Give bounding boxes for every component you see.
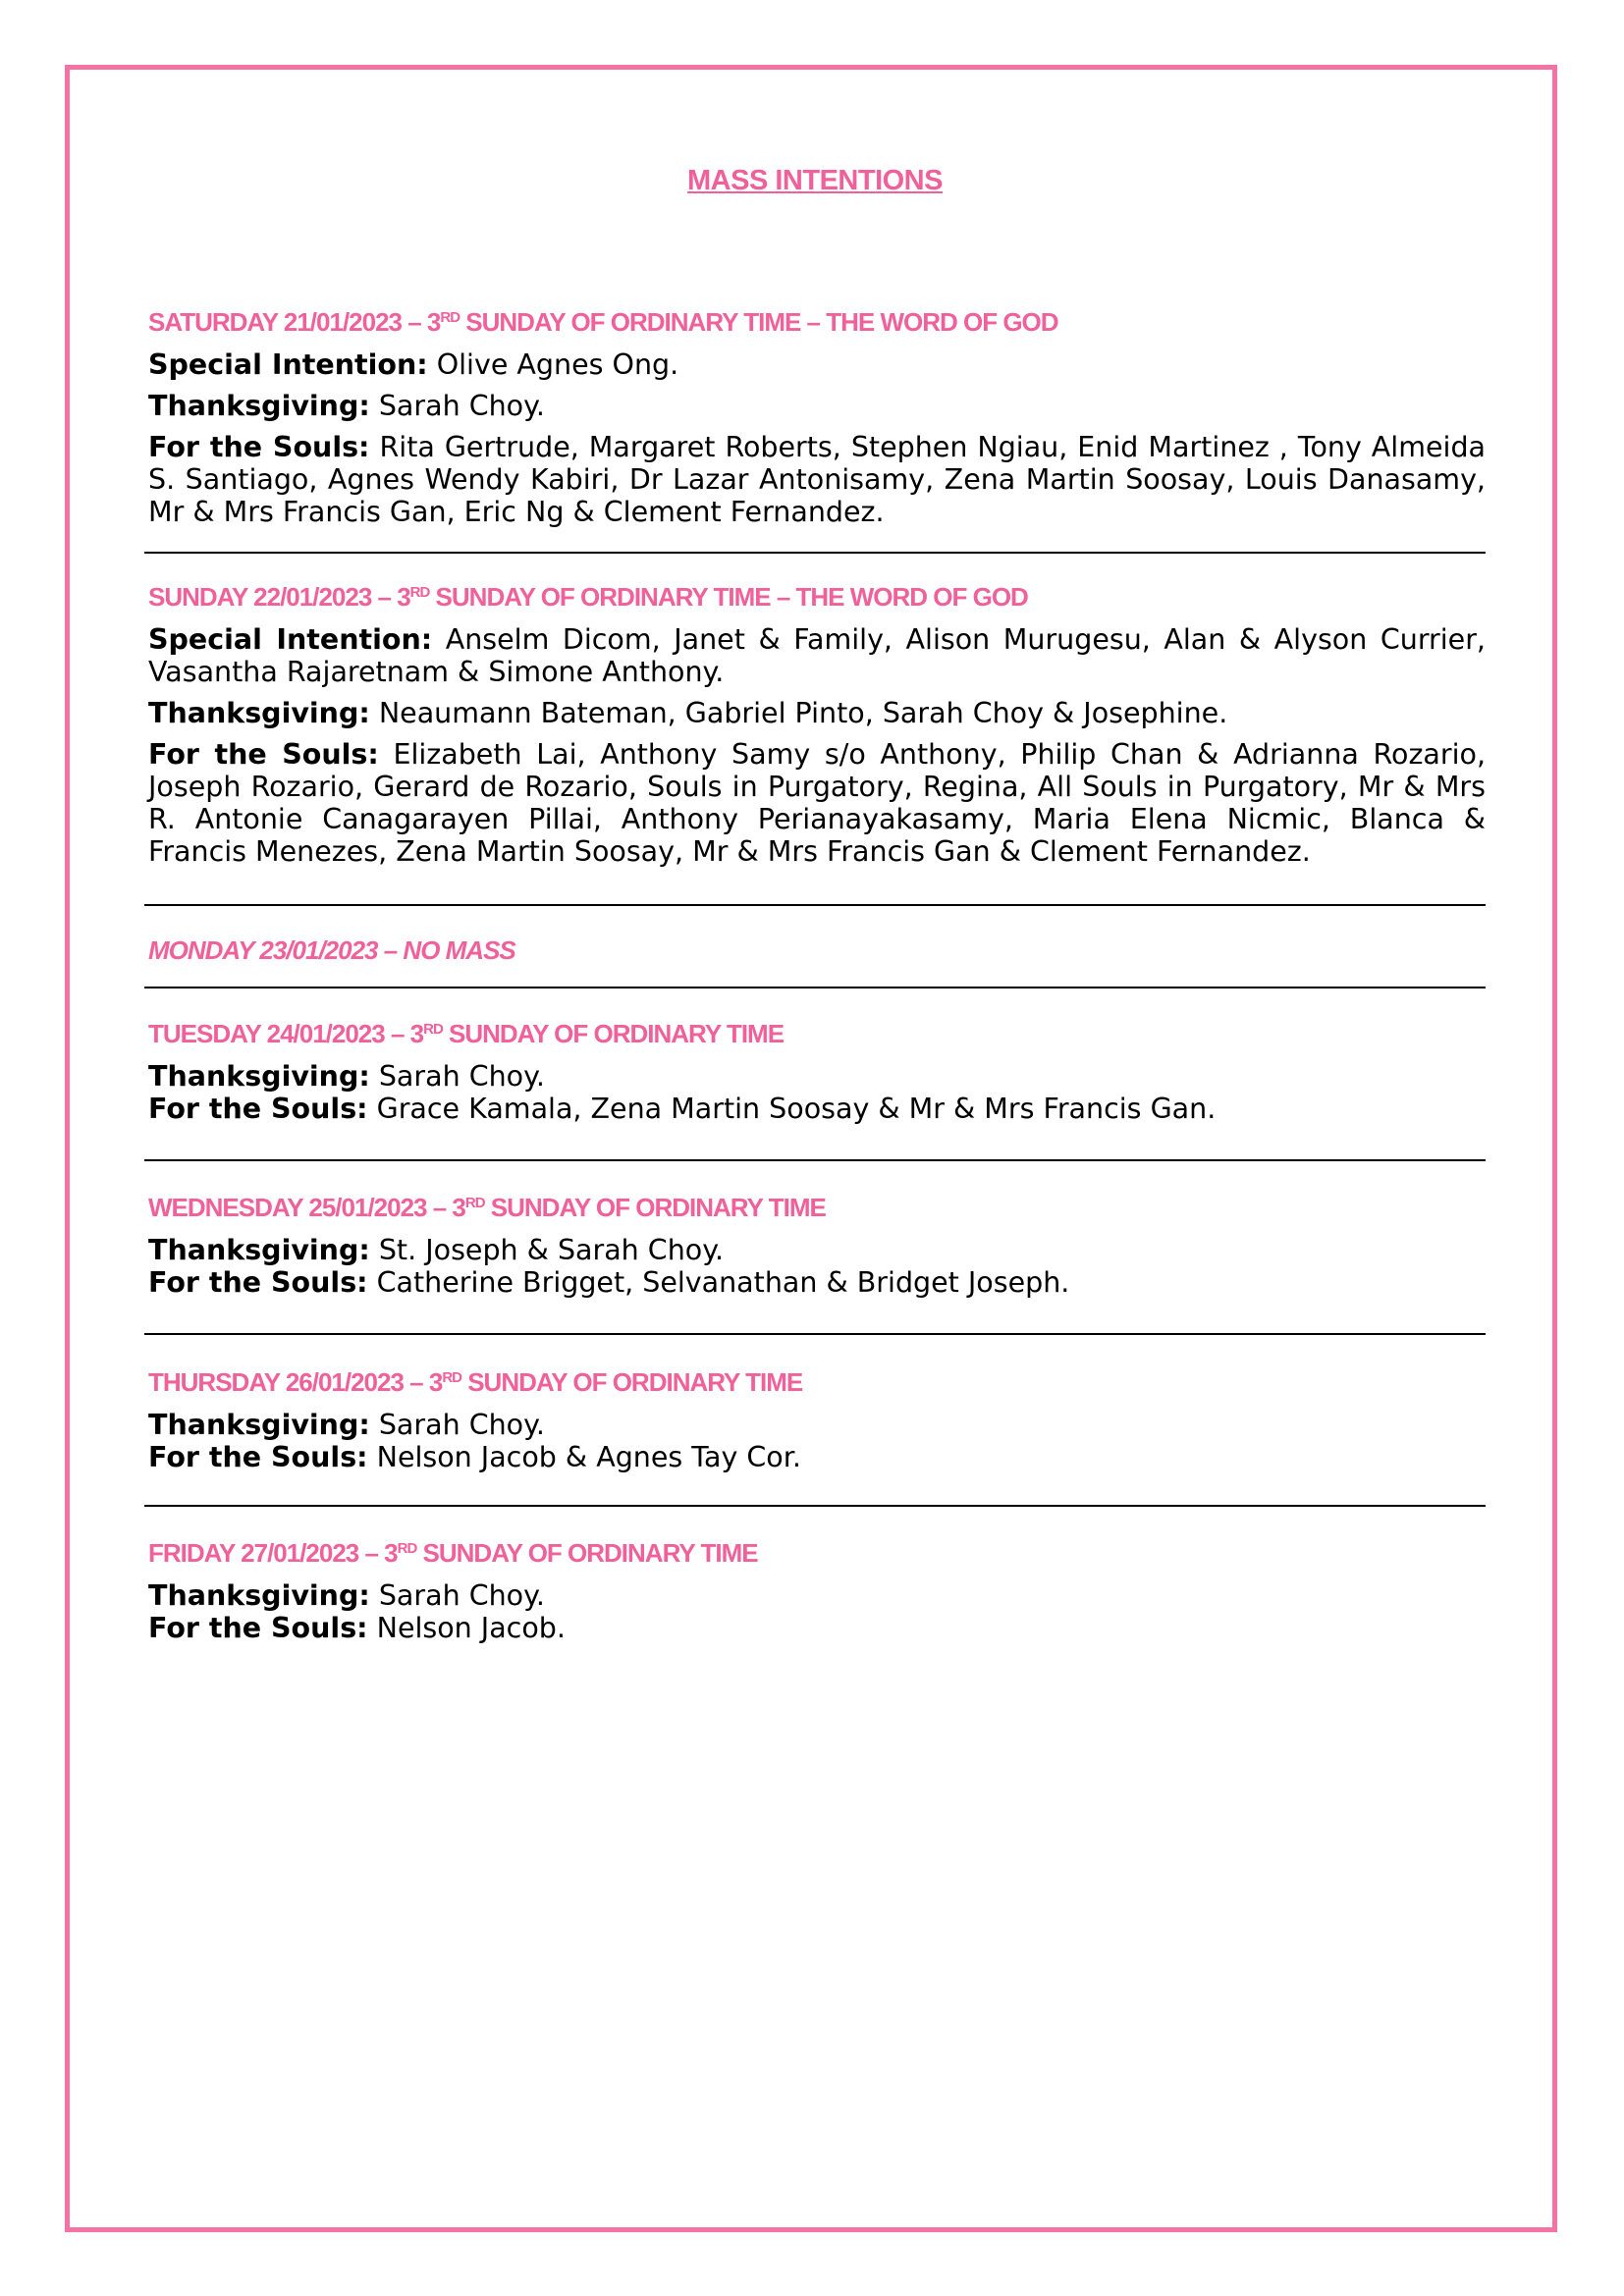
thanksgiving-label: Thanksgiving: <box>148 1060 370 1093</box>
for-the-souls-label: For the Souls: <box>148 1612 368 1644</box>
thanksgiving-line <box>148 1579 1486 1612</box>
thanksgiving-label: Thanksgiving: <box>148 697 370 729</box>
thanksgiving-value: Neaumann Bateman, Gabriel Pinto, Sarah Choy & Josephine. <box>378 697 1228 729</box>
thanksgiving-value: St. Joseph & Sarah Choy. <box>378 1234 725 1266</box>
thanksgiving-label: Thanksgiving: <box>148 1579 370 1612</box>
thanksgiving-value: Sarah Choy. <box>378 1579 545 1612</box>
section-divider <box>144 552 1486 554</box>
day-section-thursday <box>144 1367 1486 1473</box>
special-intention-line <box>148 623 1486 688</box>
thanksgiving-line <box>148 1060 1486 1093</box>
for-the-souls-value: Grace Kamala, Zena Martin Soosay & Mr & Mrs Francis Gan. <box>376 1093 1217 1125</box>
for-the-souls-value: Nelson Jacob. <box>376 1612 566 1644</box>
thanksgiving-label: Thanksgiving: <box>148 390 370 422</box>
day-heading: FRIDAY 27/01/2023 – 3RD SUNDAY OF ORDINARY TIME <box>148 1538 758 1568</box>
day-heading: SUNDAY 22/01/2023 – 3RD SUNDAY OF ORDINARY TIME – THE WORD OF GOD <box>148 582 1028 612</box>
thanksgiving-line <box>148 1409 1486 1441</box>
thanksgiving-label: Thanksgiving: <box>148 1234 370 1266</box>
for-the-souls-label: For the Souls: <box>148 1093 368 1125</box>
for-the-souls-line <box>148 1266 1486 1299</box>
day-heading: WEDNESDAY 25/01/2023 – 3RD SUNDAY OF ORDINARY TIME <box>148 1193 826 1222</box>
for-the-souls-line <box>148 1093 1486 1125</box>
day-section-monday <box>144 935 1486 965</box>
section-divider <box>144 1159 1486 1161</box>
thanksgiving-line <box>148 390 1486 422</box>
day-section-wednesday <box>144 1193 1486 1299</box>
for-the-souls-label: For the Souls: <box>148 431 370 463</box>
special-intention-value: Olive Agnes Ong. <box>436 348 679 381</box>
day-section-friday <box>144 1538 1486 1644</box>
for-the-souls-line <box>148 1612 1486 1644</box>
page-title: MASS INTENTIONS <box>687 165 943 196</box>
for-the-souls-line <box>148 1441 1486 1473</box>
day-heading: TUESDAY 24/01/2023 – 3RD SUNDAY OF ORDINARY TIME <box>148 1019 785 1048</box>
for-the-souls-line <box>148 738 1486 868</box>
day-section-saturday <box>144 307 1486 537</box>
special-intention-value: Anselm Dicom, Janet & Family, Alison Murugesu, Alan & Alyson Currier, Vasantha Rajaretnam & Simone Anthony. <box>148 623 1486 688</box>
for-the-souls-value: Rita Gertrude, Margaret Roberts, Stephen Ngiau, Enid Martinez , Tony Almeida S. Santiago, Agnes Wendy Kabiri, Dr Lazar Antonisamy, Zena Martin Soosay, Louis Danasamy, Mr & Mrs Francis Gan, Eric Ng & Clement Fernandez. <box>148 431 1486 528</box>
for-the-souls-label: For the Souls: <box>148 1441 368 1473</box>
day-section-sunday <box>144 582 1486 877</box>
section-divider <box>144 904 1486 906</box>
thanksgiving-value: Sarah Choy. <box>378 1060 545 1093</box>
thanksgiving-value: Sarah Choy. <box>378 1409 545 1441</box>
thanksgiving-label: Thanksgiving: <box>148 1409 370 1441</box>
section-divider <box>144 987 1486 988</box>
section-divider <box>144 1505 1486 1507</box>
thanksgiving-line <box>148 1234 1486 1266</box>
special-intention-label: Special Intention: <box>148 623 433 656</box>
for-the-souls-line <box>148 431 1486 528</box>
for-the-souls-label: For the Souls: <box>148 1266 368 1299</box>
thanksgiving-line <box>148 697 1486 729</box>
day-heading: SATURDAY 21/01/2023 – 3RD SUNDAY OF ORDINARY TIME – THE WORD OF GOD <box>148 307 1058 337</box>
section-divider <box>144 1333 1486 1335</box>
thanksgiving-value: Sarah Choy. <box>378 390 545 422</box>
special-intention-label: Special Intention: <box>148 348 428 381</box>
for-the-souls-label: For the Souls: <box>148 738 379 771</box>
for-the-souls-value: Elizabeth Lai, Anthony Samy s/o Anthony, Philip Chan & Adrianna Rozario, Joseph Rozario, Gerard de Rozario, Souls in Purgatory, Regina, All Souls in Purgatory, Mr & Mrs R. Antonie Canagarayen Pillai, Anthony Perianayakasamy, Maria Elena Nicmic, Blanca & Francis Menezes, Zena Martin Soosay, Mr & Mrs Francis Gan & Clement Fernandez. <box>148 738 1487 868</box>
for-the-souls-value: Nelson Jacob & Agnes Tay Cor. <box>376 1441 801 1473</box>
day-heading: MONDAY 23/01/2023 – NO MASS <box>148 935 515 965</box>
day-section-tuesday <box>144 1019 1486 1125</box>
special-intention-line <box>148 348 1486 381</box>
for-the-souls-value: Catherine Brigget, Selvanathan & Bridget Joseph. <box>376 1266 1070 1299</box>
day-heading: THURSDAY 26/01/2023 – 3RD SUNDAY OF ORDINARY TIME <box>148 1367 803 1397</box>
